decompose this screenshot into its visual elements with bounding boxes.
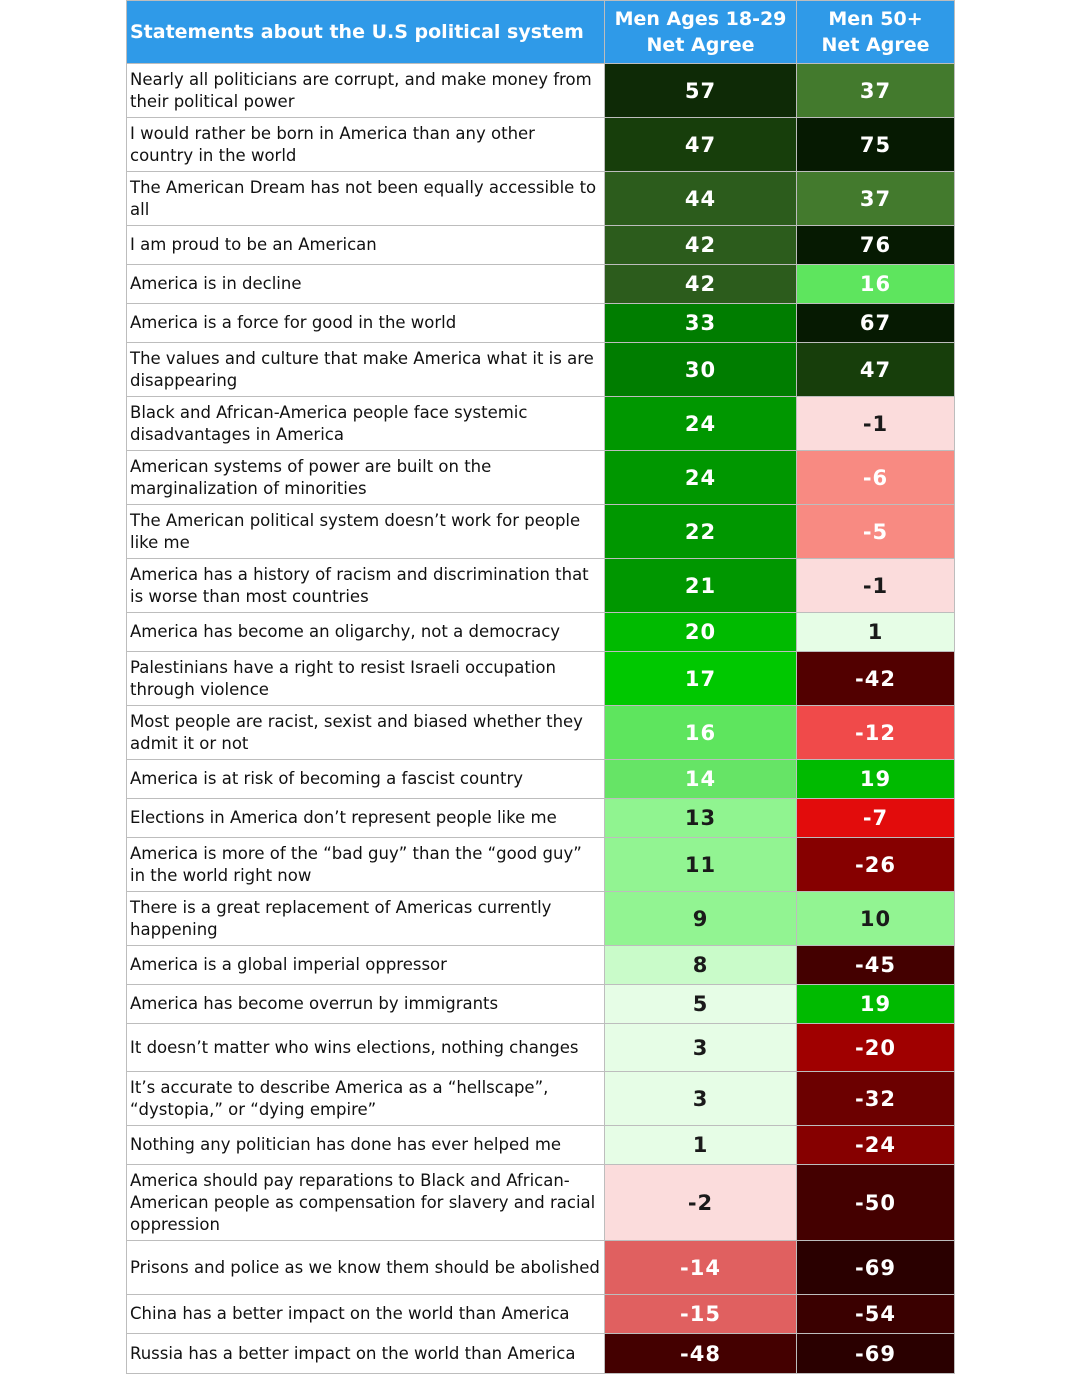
table-row [127, 1072, 955, 1126]
statement-column-header: Statements about the U.S political system [127, 1, 605, 64]
young-men-value-cell: -48 [605, 1334, 797, 1374]
older-men-value-cell: 76 [797, 226, 955, 265]
statement-cell: America has become an oligarchy, not a democracy [127, 613, 605, 652]
statement-cell: America is more of the “bad guy” than the “good guy” in the world right now [127, 838, 605, 892]
statement-cell: The American Dream has not been equally accessible to all [127, 172, 605, 226]
young-header-line1: Men Ages 18-29 [614, 8, 787, 30]
statement-cell: Elections in America don’t represent people like me [127, 799, 605, 838]
young-men-value-cell: 17 [605, 652, 797, 706]
young-men-value-cell: 24 [605, 451, 797, 505]
young-men-value-cell: 33 [605, 304, 797, 343]
table-row [127, 343, 955, 397]
table-body [127, 64, 955, 1374]
table-row [127, 226, 955, 265]
older-men-value-cell: 47 [797, 343, 955, 397]
young-men-value-cell: 14 [605, 760, 797, 799]
older-men-value-cell: -26 [797, 838, 955, 892]
older-men-value-cell: -45 [797, 946, 955, 985]
statement-cell: I am proud to be an American [127, 226, 605, 265]
young-men-value-cell: 13 [605, 799, 797, 838]
young-men-column-header [605, 1, 797, 64]
young-men-value-cell: 1 [605, 1126, 797, 1165]
table-row [127, 652, 955, 706]
statement-cell: America should pay reparations to Black and African-American people as compensation for slavery and racial oppression [127, 1165, 605, 1241]
young-men-value-cell: 47 [605, 118, 797, 172]
table-row [127, 706, 955, 760]
young-men-value-cell: -15 [605, 1295, 797, 1334]
table-row [127, 64, 955, 118]
older-men-value-cell: 19 [797, 985, 955, 1024]
table-row [127, 1241, 955, 1295]
older-men-value-cell: 19 [797, 760, 955, 799]
old-header-line2: Net Agree [821, 34, 930, 56]
table-row [127, 118, 955, 172]
older-men-value-cell: -6 [797, 451, 955, 505]
statement-cell: There is a great replacement of Americas currently happening [127, 892, 605, 946]
older-men-value-cell: -24 [797, 1126, 955, 1165]
older-men-value-cell: -32 [797, 1072, 955, 1126]
young-men-value-cell: 11 [605, 838, 797, 892]
statement-cell: The American political system doesn’t work for people like me [127, 505, 605, 559]
older-men-value-cell: 1 [797, 613, 955, 652]
statement-cell: Palestinians have a right to resist Israeli occupation through violence [127, 652, 605, 706]
table-row [127, 799, 955, 838]
older-men-value-cell: 37 [797, 64, 955, 118]
young-men-value-cell: 20 [605, 613, 797, 652]
political-statements-table [126, 0, 955, 1374]
young-men-value-cell: 57 [605, 64, 797, 118]
young-men-value-cell: 44 [605, 172, 797, 226]
older-men-value-cell: -50 [797, 1165, 955, 1241]
older-men-value-cell: -5 [797, 505, 955, 559]
statement-cell: America is a global imperial oppressor [127, 946, 605, 985]
older-men-value-cell: 16 [797, 265, 955, 304]
older-men-value-cell: -7 [797, 799, 955, 838]
older-men-value-cell: -1 [797, 559, 955, 613]
statement-cell: America has become overrun by immigrants [127, 985, 605, 1024]
table-row [127, 613, 955, 652]
table-row [127, 1334, 955, 1374]
young-men-value-cell: 24 [605, 397, 797, 451]
older-men-value-cell: -20 [797, 1024, 955, 1072]
young-men-value-cell: 42 [605, 226, 797, 265]
older-men-value-cell: -12 [797, 706, 955, 760]
young-men-value-cell: 8 [605, 946, 797, 985]
statement-cell: It doesn’t matter who wins elections, nothing changes [127, 1024, 605, 1072]
older-men-value-cell: -1 [797, 397, 955, 451]
statement-cell: America is at risk of becoming a fascist country [127, 760, 605, 799]
table-row [127, 505, 955, 559]
statement-cell: Nothing any politician has done has ever helped me [127, 1126, 605, 1165]
statement-cell: America is a force for good in the world [127, 304, 605, 343]
table-row [127, 946, 955, 985]
young-men-value-cell: 3 [605, 1024, 797, 1072]
young-men-value-cell: 42 [605, 265, 797, 304]
statement-cell: The values and culture that make America what it is are disappearing [127, 343, 605, 397]
header-row [127, 1, 955, 64]
older-men-column-header [797, 1, 955, 64]
table-row [127, 559, 955, 613]
statement-cell: Prisons and police as we know them should be abolished [127, 1241, 605, 1295]
old-header-line1: Men 50+ [828, 8, 923, 30]
table-row [127, 838, 955, 892]
statement-cell: Most people are racist, sexist and biased whether they admit it or not [127, 706, 605, 760]
young-men-value-cell: -2 [605, 1165, 797, 1241]
statement-cell: Russia has a better impact on the world than America [127, 1334, 605, 1374]
young-men-value-cell: 21 [605, 559, 797, 613]
table-row [127, 1024, 955, 1072]
older-men-value-cell: -69 [797, 1241, 955, 1295]
older-men-value-cell: 67 [797, 304, 955, 343]
older-men-value-cell: 37 [797, 172, 955, 226]
statement-cell: It’s accurate to describe America as a “hellscape”, “dystopia,” or “dying empire” [127, 1072, 605, 1126]
table-row [127, 1165, 955, 1241]
young-men-value-cell: 22 [605, 505, 797, 559]
young-men-value-cell: -14 [605, 1241, 797, 1295]
older-men-value-cell: -42 [797, 652, 955, 706]
table-row [127, 397, 955, 451]
table-row [127, 985, 955, 1024]
statement-cell: China has a better impact on the world than America [127, 1295, 605, 1334]
older-men-value-cell: -69 [797, 1334, 955, 1374]
table-row [127, 892, 955, 946]
table-row [127, 1295, 955, 1334]
table-row [127, 760, 955, 799]
table-row [127, 172, 955, 226]
young-men-value-cell: 5 [605, 985, 797, 1024]
statement-cell: Nearly all politicians are corrupt, and make money from their political power [127, 64, 605, 118]
older-men-value-cell: -54 [797, 1295, 955, 1334]
young-men-value-cell: 9 [605, 892, 797, 946]
table-row [127, 265, 955, 304]
statement-cell: America is in decline [127, 265, 605, 304]
young-men-value-cell: 3 [605, 1072, 797, 1126]
statement-cell: American systems of power are built on the marginalization of minorities [127, 451, 605, 505]
statement-cell: Black and African-America people face systemic disadvantages in America [127, 397, 605, 451]
older-men-value-cell: 75 [797, 118, 955, 172]
table-row [127, 304, 955, 343]
young-men-value-cell: 16 [605, 706, 797, 760]
young-men-value-cell: 30 [605, 343, 797, 397]
statement-cell: I would rather be born in America than any other country in the world [127, 118, 605, 172]
young-header-line2: Net Agree [646, 34, 755, 56]
table-row [127, 451, 955, 505]
data-table-container [126, 0, 954, 1374]
table-row [127, 1126, 955, 1165]
older-men-value-cell: 10 [797, 892, 955, 946]
statement-cell: America has a history of racism and discrimination that is worse than most countries [127, 559, 605, 613]
